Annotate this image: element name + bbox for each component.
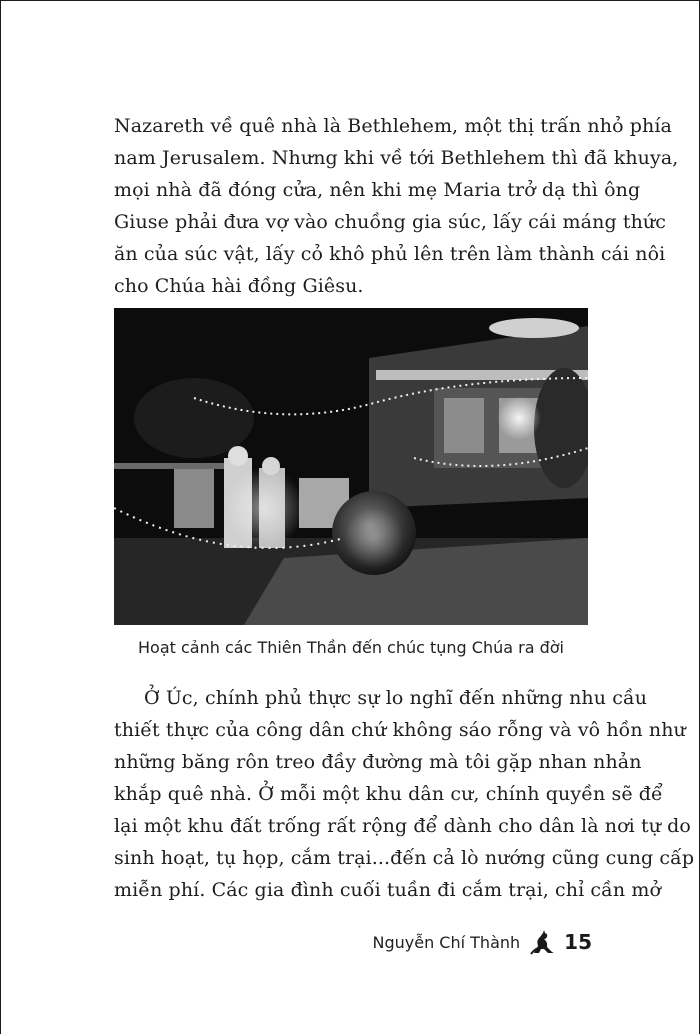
paragraph-1 xyxy=(114,110,678,302)
text-line: mọi nhà đã đóng cửa, nên khi mẹ Maria trở dạ thì ông xyxy=(114,179,641,201)
text-line: cho Chúa hài đồng Giêsu. xyxy=(114,275,364,297)
text-line: nam Jerusalem. Nhưng khi về tới Bethlehem thì đã khuya, xyxy=(114,147,679,169)
footer-author: Nguyễn Chí Thành xyxy=(372,932,521,952)
paragraph-2 xyxy=(114,682,694,906)
kangaroo-icon xyxy=(528,928,556,956)
text-line: lại một khu đất trống rất rộng để dành cho dân là nơi tự do xyxy=(114,815,691,837)
photo-illustration xyxy=(114,308,588,625)
page-number: 15 xyxy=(564,930,592,954)
text-line: thiết thực của công dân chứ không sáo rỗng và vô hồn như xyxy=(114,719,686,741)
photo-caption: Hoạt cảnh các Thiên Thần đến chúc tụng Chúa ra đời xyxy=(138,638,564,657)
text-line: những băng rôn treo đầy đường mà tôi gặp nhan nhản xyxy=(114,751,642,773)
nativity-photo xyxy=(114,308,588,625)
text-line: sinh hoạt, tụ họp, cắm trại...đến cả lò nướng cũng cung cấp xyxy=(114,847,695,869)
text-line: ăn của súc vật, lấy cỏ khô phủ lên trên làm thành cái nôi xyxy=(114,243,666,265)
text-line: Giuse phải đưa vợ vào chuồng gia súc, lấy cái máng thức xyxy=(114,211,666,233)
page-footer xyxy=(373,928,593,956)
text-line: khắp quê nhà. Ở mỗi một khu dân cư, chính quyền sẽ để xyxy=(114,783,663,805)
text-line: miễn phí. Các gia đình cuối tuần đi cắm trại, chỉ cần mở xyxy=(114,879,662,901)
text-line: Nazareth về quê nhà là Bethlehem, một thị trấn nhỏ phía xyxy=(114,115,672,137)
text-line: Ở Úc, chính phủ thực sự lo nghĩ đến những nhu cầu xyxy=(144,687,648,709)
